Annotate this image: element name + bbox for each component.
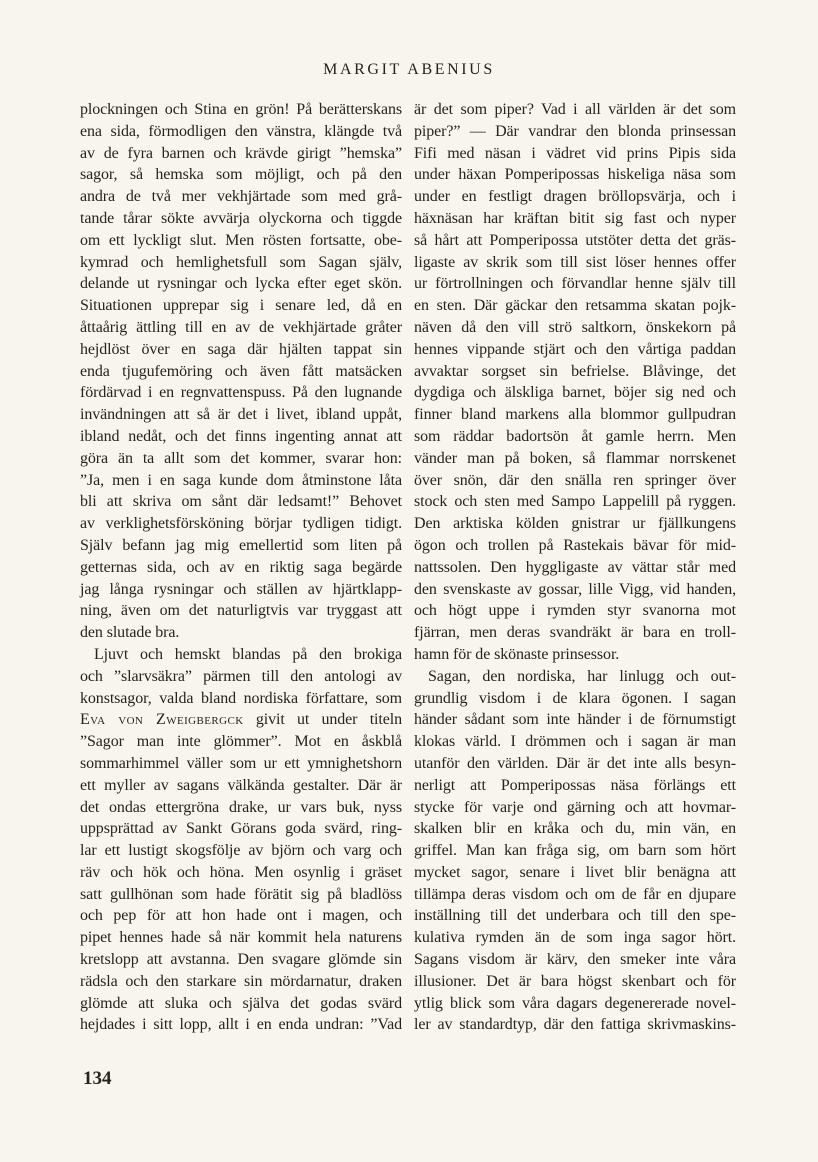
text-line: vänder man på boken, så flammar norrskenet [414,449,736,467]
text-line: piper?” — Där vandrar den blonda prinsessan [414,122,736,140]
text-line: näven då den vill strö saltkorn, önskekorn på [414,318,736,336]
text-line: uppsprättad av Sankt Görans goda svärd, ring- [80,820,402,838]
text-line: åttaårig ättling till en av de vekhjärtade gråter [80,318,402,336]
text-line: av verklighetsförsköning börjar tydligen tidigt. [80,515,402,533]
text-line: det ondas ettergröna drake, ur vars buk, nyss [80,798,402,816]
running-header: MARGIT ABENIUS [323,61,495,78]
text-line: Själv befann jag mig emellertid som liten på [80,536,402,554]
text-line: Situationen upprepar sig i senare led, då en [80,297,402,315]
text-line: om ett lyckligt slut. Men rösten fortsatte, obe- [80,231,402,249]
text-line: skalken blir en kråka och du, min vän, en [414,820,736,838]
text-line: stock och sten med Sampo Lappelill på ryggen. [414,493,736,511]
text-line: hejdlöst över en saga där hjälten tappat sin [80,340,402,358]
text-line: finner bland markens alla blommor gullpudran [414,406,736,424]
text-line: ur förtrollningen och förvandlar henne själv till [414,275,736,293]
text-line: sommarhimmel väller som ur ett ymnighetshorn [80,754,402,772]
text-line: plockningen och Stina en grön! På berätterskans [80,101,402,118]
text-line: hejdades i sitt lopp, allt i en enda undran: ”Vad [80,1016,402,1034]
text-line: som räddar badortsön åt gamle herrn. Men [414,427,736,445]
text-line: den slutade bra. [80,624,180,642]
text-line: så hårt att Pomperipossa utstöter detta det gräs- [414,231,736,249]
text-line: kulativa rymden än de som inga sagor hört. [414,929,736,947]
text-line: ”Sagor man inte glömmer”. Mot en åskblå [80,733,402,751]
text-line: kretslopp att avstanna. Den svagare glömde sin [80,951,402,969]
text-line: utanför den världen. Där är det inte alls besyn- [414,754,736,772]
text-line: ett myller av sagans välkända gestalter. Där är [80,776,402,794]
text-line: klokas värld. I drömmen och i sagan är man [414,733,736,751]
text-line: ”Ja, men i en saga kunde dom åtminstone låta [80,471,402,489]
text-line: räv och hök och höna. Men osynlig i gräset [80,863,402,881]
text-line: fjärran, men deras svandräkt är bara en troll- [414,624,736,642]
text-line: händer sådant som inte händer i de förnumstigt [414,711,736,729]
text-line-rest: givit ut under titeln [243,711,402,729]
text-line: satt gullhönan som hade förätit sig på bladlöss [80,885,402,903]
text-line: illusioner. Det är bara högst skenbart och för [414,972,736,990]
text-line: invändningen att så är det i livet, ibland uppåt, [80,406,402,424]
text-line: enda tjugufemöring och även fått matsäcken [80,362,402,380]
text-line: hamn för de skönaste prinsessor. [414,645,620,663]
text-line: den svenskaste av gossar, lille Vigg, vid handen, [414,580,736,598]
text-line: pipet hennes hade så när kommit hela naturens [80,929,402,947]
text-line: Sagan, den nordiska, har linlugg och out- [428,667,736,685]
text-line: ytlig blick som våra dagars degenererade novel- [414,994,736,1012]
text-line: nattssolen. Den hyggligaste av vättar står med [414,558,736,576]
text-line: är det som piper? Vad i all världen är det som [414,101,736,118]
text-line: ibland nedåt, och det finns ingenting annat att [80,427,402,445]
text-line: över snön, där den snälla ren springer över [414,471,736,489]
text-line: andra de två mer vekhjärtade som med grå- [80,188,402,206]
text-line: grundlig visdom i de klara ögonen. I sagan [414,689,736,707]
text-line: inställning till det underbara och till den spe- [414,907,736,925]
text-line: hennes vippande stjärt och den vårtiga paddan [414,340,736,358]
text-line: kymrad och hemlighetsfull som Sagan själv, [80,253,402,271]
text-line: sagor, så hemska som möjligt, och på den [80,166,402,184]
text-line: Fifi med näsan i vädret vid prins Pipis sida [414,144,736,162]
text-line: tillämpa deras visdom och om de får en djupare [414,885,736,903]
text-line: fördärvad i en regnvattenspuss. På den lugnande [80,384,402,402]
text-line: Ljuvt och hemskt blandas på den brokiga [94,645,402,663]
text-line: under häxan Pomperipossas hiskeliga näsa som [414,166,736,184]
text-line: ning, även om det naturligtvis var tryggast att [80,602,402,620]
text-line: glömde att sluka och själva det godas svärd [80,994,402,1012]
text-line: dygdiga och älskliga barnet, böjer sig ned och [414,384,736,402]
text-line: bli att skriva om sånt där ledsamt!” Behovet [80,493,402,511]
text-line: och pep för att hon hade ont i magen, och [80,907,402,925]
text-line: av de fyra barnen och krävde girigt ”hemska” [80,144,402,162]
text-line: mycket sagor, senare i livet blir benägna att [414,863,736,881]
text-line: stycke för varje ond gärning och att hovmar- [414,798,736,816]
text-line: en sten. Där gäckar den retsamma skatan pojk- [414,297,736,315]
text-line [80,709,402,731]
text-line: jag långa rysningar och ställen av hjärtklapp- [80,580,402,598]
text-line: getternas sida, och av en riktig saga begärde [80,558,402,576]
text-line: häxnäsan har kräftan bitit sig fast och nyper [414,209,736,227]
text-line: rädsla och den starkare sin mördarnatur, draken [80,972,402,990]
text-line: ler av standardtyp, där den fattiga skrivmaskins- [414,1016,736,1034]
text-line: Den arktiska kölden gnistrar ur fjällkungens [414,515,736,533]
text-line: Sagans visdom är kärv, den smeker inte våra [414,951,736,969]
text-line: griffel. Man kan fråga sig, om barn som hört [414,842,736,860]
right-column [414,99,736,1036]
text-line: lar ett lustigt skogsfölje av björn och varg och [80,842,402,860]
text-line: under en festligt dragen bröllopsvärja, och i [414,188,736,206]
text-line: avvaktar sorgset sin befrielse. Blåvinge, det [414,362,736,380]
text-line: ögon och trollen på Rastekais bävar för mid- [414,536,736,554]
page-number: 134 [83,1068,112,1089]
text-line: göra än ta allt som det kommer, svarar hon: [80,449,402,467]
text-line: ena sida, förmodligen den vänstra, klängde två [80,122,402,140]
text-line: delande ut rysningar och lycka efter eget skön. [80,275,402,293]
author-name-smallcaps: Eva von Zweigbergck [80,711,244,729]
text-line: och ”slarvsäkra” pärmen till den antologi av [80,667,402,685]
text-line: konstsagor, valda bland nordiska författare, som [80,689,402,707]
text-line: tande tårar sökte avvärja olyckorna och tiggde [80,209,402,227]
text-line: ligaste av skrik som till sist löser hennes offer [414,253,736,271]
text-line: nerligt att Pomperipossas näsa förlängs ett [414,776,736,794]
text-line: och högt uppe i rymden styr svanorna mot [414,602,736,620]
left-column [80,99,402,1036]
